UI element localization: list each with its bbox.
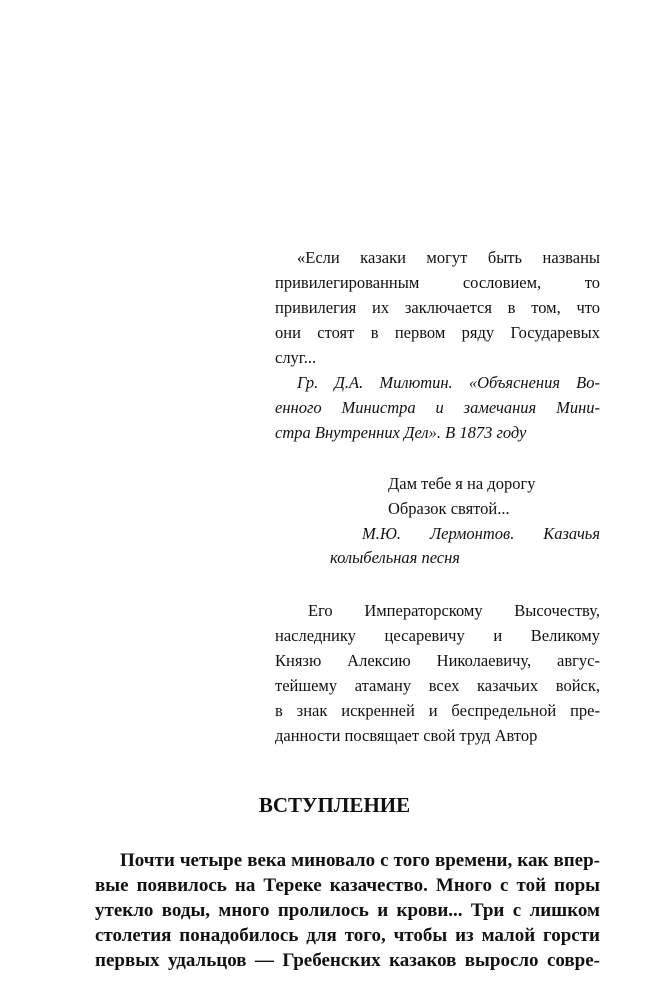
epigraph-line: привилегия их заключается в том, что — [275, 298, 600, 317]
epigraph-line: «Если казаки могут быть названы — [297, 248, 600, 267]
body-line: столетия понадобилось для того, чтобы из малой горсти — [95, 925, 600, 946]
epigraph-line: привилегированным сословием, то — [275, 273, 600, 292]
epigraph-line: слуг... — [275, 348, 317, 367]
body-line: вые появилось на Тереке казачество. Много с той поры — [95, 875, 600, 896]
section-heading: ВСТУПЛЕНИЕ — [258, 793, 411, 817]
body-line: Почти четыре века миновало с того времени, как впер- — [120, 850, 600, 871]
poem-line: Дам тебе я на дорогу — [388, 474, 536, 493]
dedication-line: в знак искренней и беспредельной пре- — [275, 701, 600, 720]
dedication-line: данности посвящает свой труд Автор — [275, 726, 538, 745]
poem-line: Образок святой... — [388, 499, 510, 518]
epigraph-attribution: енного Министра и замечания Мини- — [275, 398, 600, 417]
dedication-line: тейшему атаману всех казачьих войск, — [275, 676, 600, 695]
dedication-line: Его Императорскому Высочеству, — [308, 601, 600, 620]
poem-attribution: М.Ю. Лермонтов. Казачья — [362, 524, 600, 543]
body-line: утекло воды, много пролилось и крови... Три с лишком — [95, 900, 600, 921]
dedication-line: наследнику цесаревичу и Великому — [275, 626, 600, 645]
body-line: первых удальцов — Гребенских казаков выросло совре- — [95, 950, 600, 971]
epigraph-attribution: стра Внутренних Дел». В 1873 году — [275, 423, 527, 442]
epigraph-attribution: Гр. Д.А. Милютин. «Объяснения Во- — [297, 373, 600, 392]
dedication-line: Князю Алексию Николаевичу, авгус- — [275, 651, 600, 670]
epigraph-line: они стоят в первом ряду Государевых — [275, 323, 600, 342]
poem-attribution: колыбельная песня — [330, 548, 460, 567]
